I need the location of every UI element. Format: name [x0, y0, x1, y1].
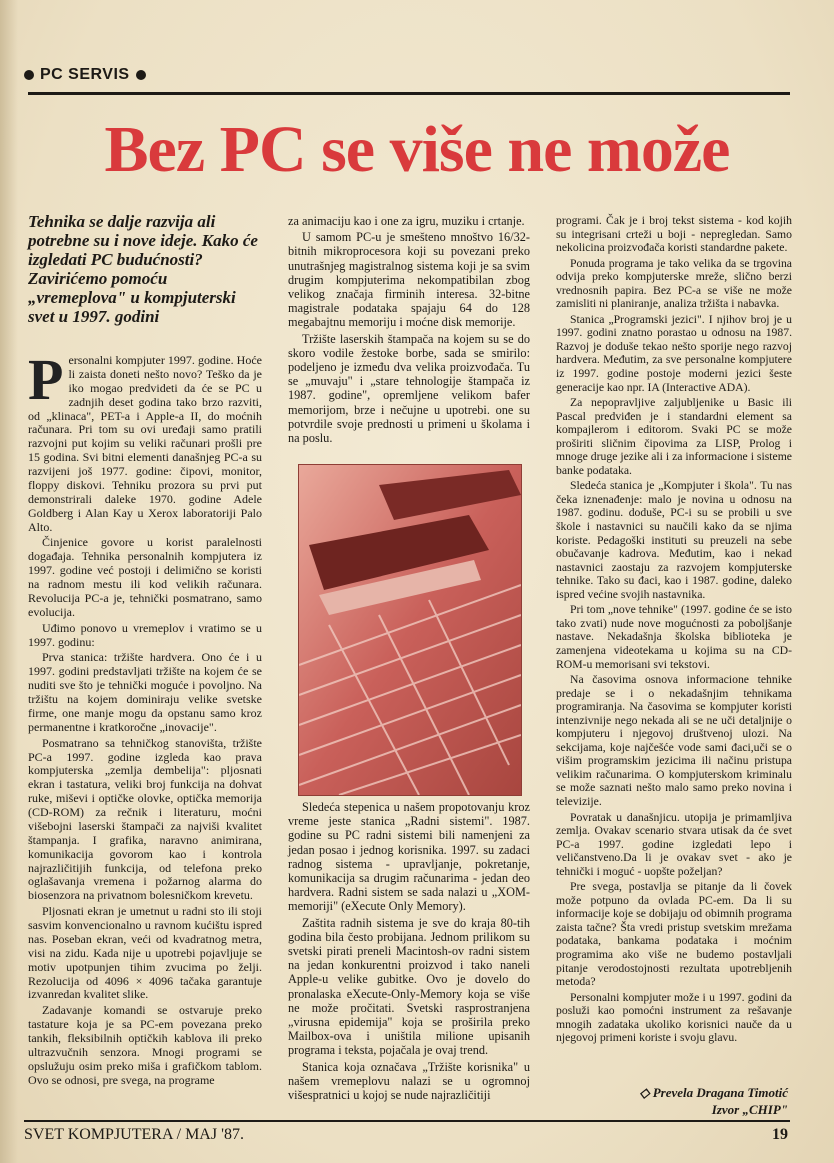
- paragraph: Stanica „Programski jezici". I njihov broj je u 1997. godini znatno porastao u odnosu na 1987. Razvoj je doduše tekao nešto sporije nego razvoj hardvera. Međutim, za sve personalne kompjutere iz 1997. godine postoje moderni jezici šeste generacije kao npr. IA (Interactive ADA).: [556, 312, 792, 394]
- footer-masthead: SVET KOMPJUTERA / MAJ '87.: [24, 1126, 244, 1143]
- paragraph: Uđimo ponovo u vremeplov i vratimo se u 1997. godinu:: [28, 620, 262, 649]
- paragraph: Zaštita radnih sistema je sve do kraja 80-tih godina bila često probijana. Jednom prilikom su svetski pirati preneli Macintosh-ov radni sistem na jedan konkurentni proizvod i tako naneli Apple-u velike gubitke. Ovo je dovelo do pronalaska eXecute-Only-Memory koja se više ne može pročitati. Svetski rasprostranjena „virusna epidemija" koja se proširila preko Mailbox-ova i uništila milione upisanih programa i teksta, pojačala je ovaj trend.: [288, 915, 530, 1058]
- paragraph: Zadavanje komandi se ostvaruje preko tastature koja je sa PC-em povezana preko tankih, fleksibilnih optičkih kablova ili preko ultrazvučnih senzora. Mnogi programi se opslužuju osim preko miša i grafičkom tablom. Ovo se odnosi, pre svega, na programe: [28, 1003, 262, 1087]
- paragraph: Tržište laserskih štampača na kojem su se do skoro vodile žestoke borbe, sada se smirilo: podeljeno je između dva velika proizvođača. Tu se „muvaju" i „stare tehnologije štampača iz 1987. godine", opremljene velikom bafer memorijom, brze i nečujne u upotrebi. one su potvrdile svoje prednosti u primeni u školama i na poslu.: [288, 331, 530, 446]
- keyboard-photo: [298, 464, 522, 796]
- paragraph: programi. Čak je i broj tekst sistema - kod kojih su integrisani crteži u boji - nepregledan. Samo nekolicina proizvođača koristi standardne pakete.: [556, 214, 792, 255]
- paragraph: Povratak u današnjicu. utopija je primamljiva zemlja. Ovakav scenario stvara utisak da će svet PC-a 1997. godine izgledati lepo i veličanstveno.Da li je ovakav svet - ako je tehnički i moguć - uopšte poželjan?: [556, 810, 792, 878]
- bottom-rule: [24, 1120, 790, 1122]
- paragraph: Stanica koja označava „Tržište korisnika" u našem vremeplovu nalazi se u ogromnoj višespratnici u kojoj se nude najrazličitiji: [288, 1059, 530, 1103]
- page-number: 19: [772, 1126, 788, 1143]
- top-rule: [28, 92, 790, 95]
- paragraph: Sledeća stepenica u našem propotovanju kroz vreme jeste stanica „Radni sistemi". 1987. godine su PC radni sistemi bili namenjeni za jedan posao i jednog korisnika. 1997. su zadaci radnog sistema - upravljanje, pokretanje, komunikacija sa drugim računarima - jedan deo hardvera. Radni sistem se sada nalazi u „XOM-memoriji" (eXecute Only Memory).: [288, 800, 530, 914]
- section-label: [24, 66, 146, 84]
- bullet-icon: [24, 70, 34, 80]
- paragraph: Ponuda programa je tako velika da se trgovina odvija preko kompjuterske mreže, slično berzi vrednosnih papira. Bez PC-a se više ne može zamisliti ni planiranje, analiza tržišta i nabavka.: [556, 256, 792, 311]
- column-2-lower: [288, 800, 530, 1104]
- paragraph: Personalni kompjuter može i u 1997. godini da posluži kao pomoćni instrument za rešavanje mnogih zadataka ukoliko korisnici nauče da u njegovoj primeni koriste i svoju glavu.: [556, 990, 792, 1045]
- paragraph: Na časovima osnova informacione tehnike predaje se i o nekadašnjim tehnikama programiranja. Na časovima se kompjuter koristi intenzivnije nego nekada ali se ne uči detaljnije o kompjuteru i njegovoj društvenoj ulozi. Na sekcijama, koje najčešće vode sami đaci,uči se o višim programskim jezicima ili načinu pristupa velikim računarima. O kompjuterskom kriminalu se može saznati nešto malo samo preko novina i televizije.: [556, 673, 792, 808]
- paragraph: Pre svega, postavlja se pitanje da li čovek može potpuno da ovlada PC-em. Da li su informacije koje se dobijaju od obimnih programa zaista tačne? Šta vredi pristup svetskim mrežama podataka, bankama podataka i moćnim programima ako više ne budemo postavljali pitanje verodostojnosti rezultata upotrebljenih metoda?: [556, 880, 792, 989]
- bullet-icon: [136, 70, 146, 80]
- lead-paragraph: Tehnika se dalje razvija ali potrebne su i nove ideje. Kako će izgledati PC budućnosti? Zavirićemo pomoću „vremeplova" u kompjuterski svet u 1997. godini: [28, 212, 258, 326]
- paragraph: Personalni kompjuter 1997. godine. Hoće li zaista doneti nešto novo? Teško da je iko mogao predvideti da će se PC u zadnjih deset godina tako brzo razviti, od „klinaca", PET-a i Apple-a II, do moćnih računara. Pri tom su ovi uređaji samo pratili razvojni put kojim su veliki računari prošli pre 15 godina. Svi bitni elementi današnjeg PC-a su razvijeni još 1977. godine: čipovi, monitor, floppy diskovi. Tehniku prozora su prvi put demonstrirali daleke 1970. godine Adele Goldberg i Alan Kay u Xerox laboratoriji Palo Alto.: [28, 347, 262, 534]
- paragraph: Pri tom „nove tehnike" (1997. godine će se isto tako zvati) nude nove mogućnosti za poboljšanje nastave. Nekadašnja školska biblioteka je zamenjena videotekama u kojima su na CD-ROM-u memorisani svi tekstovi.: [556, 603, 792, 671]
- paragraph: za animaciju kao i one za igru, muziku i crtanje.: [288, 214, 525, 228]
- column-1: [28, 347, 262, 1090]
- paragraph: Prva stanica: tržište hardvera. Ono će i u 1997. godini predstavljati tržište na kojem će se nuditi sve što je tehnički moguće i povoljno. Na tržištu na kojem dominiraju velike svetske firme, one manje mogu da opstanu samo kroz permanentne i kratkoročne „inovacije".: [28, 650, 262, 734]
- drop-cap: P: [28, 347, 64, 412]
- paragraph: Za nepopravljive zaljubljenike u Basic ili Pascal predviđen je i standardni element sa kompajlerom i editorom. Svaki PC se može proširiti sličnim čipovima za LISP, Prolog i mnoge druge jezike ali i za informacione i sisteme banke podataka.: [556, 396, 792, 477]
- column-3: [556, 214, 792, 1047]
- paragraph: Posmatrano sa tehničkog stanovišta, tržište PC-a 1997. godine izgleda kao prava kompjuterska „zemlja dembelija": pljosnati ekran i tastatura, veliki broj funkcija na dohvat ruke, miševi i optičke olovke, optička memorija (CD-ROM) za rečnik i literaturu, moćni višebojni laserski štampači za najviši kvalitet štampanja. I grafika, naravno animirana, komunikacija govorom kao i kontrola najrazličitijih funkcija, od telefona preko oglašavanja vremena i požarnog alarma do biosenzora na privatnom bolesničkom krevetu.: [28, 735, 262, 903]
- paragraph: Pljosnati ekran je umetnut u radni sto ili stoji sasvim konvencionalno u ravnom kućištu ispred nas. Poseban ekran, veći od kvadratnog metra, visi na zidu. Kada nije u upotrebi pojavljuje se motiv upotpunjen tihim zvucima po želji. Rezolucija od 4096 × 4096 tačaka garantuje izvanredan kvalitet slike.: [28, 904, 262, 1002]
- column-2: [288, 214, 530, 447]
- headline: Bez PC se više ne može: [104, 113, 730, 186]
- section-label-text: PC SERVIS: [40, 66, 130, 83]
- translator-line: ◇ Prevela Dragana Timotić: [639, 1085, 788, 1100]
- source-line: Izvor „CHIP": [711, 1102, 788, 1117]
- keyboard-illustration: [299, 465, 521, 795]
- paragraph: U samom PC-u je smešteno mnoštvo 16/32-bitnih mikroprocesora koji su povezani preko unutrašnjeg magistralnog sistema koji je sa svim drugim kompjuterima nekompatibilan zbog velikog značaja firminih interesa. 32-bitne magistrale podataka spajaju 64 do 128 megabajtnu memoriju i moćne disk memorije.: [288, 230, 530, 330]
- paragraph: Činjenice govore u korist paralelnosti događaja. Tehnika personalnih kompjutera iz 1997. godine već postoji i delimično se koristi na radnom mestu ili kod velikih računara. Revolucija PC-a je, tehnički posmatrano, samo evolucija.: [28, 535, 262, 619]
- translator-credit: [639, 1084, 788, 1118]
- paragraph: Sledeća stanica je „Kompjuter i škola". Tu nas čeka iznenađenje: malo je novina u odnosu na 1987. godinu. doduše, PC-i su se probili u sve škole i nastavnici su naučili kako da se njima koriste. Pedagoški instituti su preuzeli na sebe obučavanje kadrova. Međutim, kao i nekad nastavnici zaostaju za razvojem kompjuterske tehnike. Tako su đaci, kao i 1987. godine, daleko ispred većine svojih nastavnika.: [556, 479, 792, 601]
